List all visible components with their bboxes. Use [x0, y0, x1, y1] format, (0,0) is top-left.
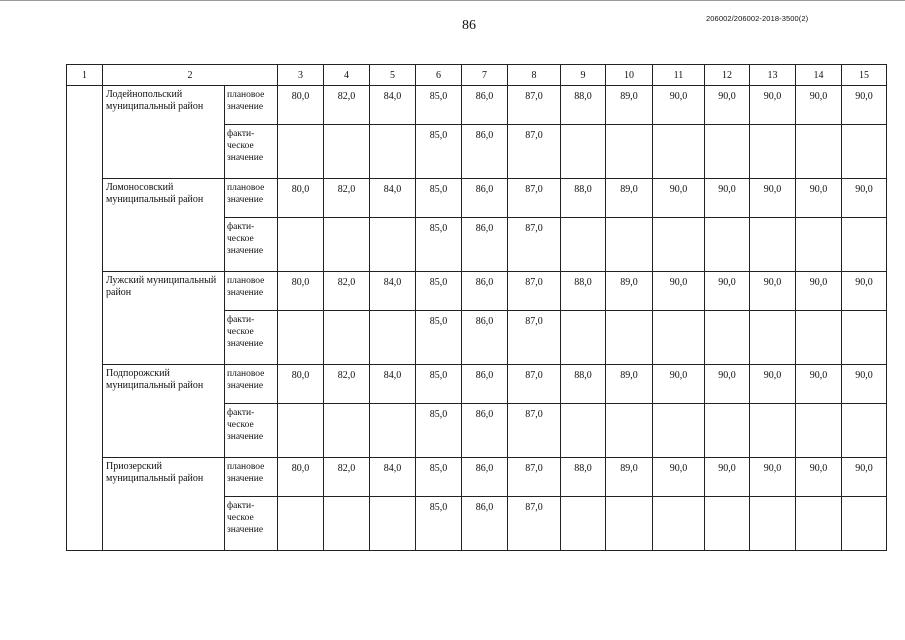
- value-type-label: плановое значение: [225, 179, 278, 218]
- plan-value-cell: 80,0: [278, 458, 324, 497]
- value-type-label: плановое значение: [225, 86, 278, 125]
- column-header: 13: [750, 65, 796, 86]
- fact-value-cell: [750, 404, 796, 458]
- table-row-plan: [67, 272, 887, 311]
- fact-value-cell: [324, 404, 370, 458]
- plan-value-cell: 90,0: [653, 365, 705, 404]
- plan-value-cell: 90,0: [705, 179, 750, 218]
- fact-value-cell: [796, 218, 842, 272]
- plan-value-cell: 90,0: [653, 179, 705, 218]
- fact-value-cell: [561, 497, 606, 551]
- fact-value-cell: 85,0: [416, 404, 462, 458]
- value-type-label: плановое значение: [225, 272, 278, 311]
- fact-value-cell: [561, 404, 606, 458]
- plan-value-cell: 90,0: [750, 365, 796, 404]
- plan-value-cell: 87,0: [508, 179, 561, 218]
- plan-value-cell: 84,0: [370, 86, 416, 125]
- fact-value-cell: [324, 497, 370, 551]
- fact-value-cell: [653, 218, 705, 272]
- plan-value-cell: 90,0: [653, 86, 705, 125]
- fact-value-cell: [750, 218, 796, 272]
- plan-value-cell: 87,0: [508, 458, 561, 497]
- plan-value-cell: 80,0: [278, 365, 324, 404]
- column-header: 4: [324, 65, 370, 86]
- fact-value-cell: [278, 218, 324, 272]
- plan-value-cell: 90,0: [796, 86, 842, 125]
- fact-value-cell: 86,0: [462, 311, 508, 365]
- district-name: Подпорожский муниципальный район: [103, 365, 225, 458]
- plan-value-cell: 89,0: [606, 86, 653, 125]
- fact-value-cell: [370, 218, 416, 272]
- plan-value-cell: 90,0: [705, 458, 750, 497]
- plan-value-cell: 86,0: [462, 272, 508, 311]
- district-name: Ломоносовский муниципальный район: [103, 179, 225, 272]
- plan-value-cell: 89,0: [606, 179, 653, 218]
- fact-value-cell: [324, 311, 370, 365]
- fact-value-cell: [796, 404, 842, 458]
- fact-value-cell: 85,0: [416, 125, 462, 179]
- fact-value-cell: 85,0: [416, 497, 462, 551]
- fact-value-cell: [842, 311, 887, 365]
- plan-value-cell: 90,0: [842, 365, 887, 404]
- plan-value-cell: 82,0: [324, 272, 370, 311]
- fact-value-cell: [842, 218, 887, 272]
- fact-value-cell: [606, 218, 653, 272]
- plan-value-cell: 85,0: [416, 179, 462, 218]
- plan-value-cell: 84,0: [370, 179, 416, 218]
- fact-value-cell: 87,0: [508, 497, 561, 551]
- plan-value-cell: 90,0: [653, 272, 705, 311]
- plan-value-cell: 86,0: [462, 365, 508, 404]
- plan-value-cell: 90,0: [842, 179, 887, 218]
- plan-value-cell: 90,0: [842, 272, 887, 311]
- fact-value-cell: [370, 404, 416, 458]
- value-type-label: факти- ческое значение: [225, 218, 278, 272]
- fact-value-cell: [842, 404, 887, 458]
- page-number: 86: [462, 18, 476, 33]
- fact-value-cell: 86,0: [462, 125, 508, 179]
- fact-value-cell: [370, 497, 416, 551]
- fact-value-cell: [796, 497, 842, 551]
- fact-value-cell: 87,0: [508, 218, 561, 272]
- fact-value-cell: [653, 404, 705, 458]
- column-header: 2: [103, 65, 278, 86]
- district-name: Приозерский муниципальный район: [103, 458, 225, 551]
- column-header: 3: [278, 65, 324, 86]
- table-row-plan: [67, 365, 887, 404]
- plan-value-cell: 87,0: [508, 365, 561, 404]
- plan-value-cell: 82,0: [324, 179, 370, 218]
- plan-value-cell: 90,0: [842, 86, 887, 125]
- plan-value-cell: 87,0: [508, 86, 561, 125]
- value-type-label: плановое значение: [225, 458, 278, 497]
- fact-value-cell: 87,0: [508, 404, 561, 458]
- value-type-label: факти- ческое значение: [225, 125, 278, 179]
- plan-value-cell: 90,0: [750, 179, 796, 218]
- plan-value-cell: 90,0: [705, 365, 750, 404]
- plan-value-cell: 90,0: [705, 86, 750, 125]
- fact-value-cell: 85,0: [416, 311, 462, 365]
- fact-value-cell: [561, 125, 606, 179]
- column-header: 11: [653, 65, 705, 86]
- fact-value-cell: [561, 311, 606, 365]
- fact-value-cell: [606, 125, 653, 179]
- value-type-label: факти- ческое значение: [225, 404, 278, 458]
- column-header: 10: [606, 65, 653, 86]
- plan-value-cell: 89,0: [606, 365, 653, 404]
- plan-value-cell: 85,0: [416, 86, 462, 125]
- plan-value-cell: 86,0: [462, 86, 508, 125]
- fact-value-cell: [705, 311, 750, 365]
- fact-value-cell: [705, 404, 750, 458]
- column-number-row: [67, 65, 887, 86]
- fact-value-cell: [796, 311, 842, 365]
- plan-value-cell: 90,0: [796, 365, 842, 404]
- fact-value-cell: [606, 311, 653, 365]
- fact-value-cell: [324, 125, 370, 179]
- column-header: 8: [508, 65, 561, 86]
- plan-value-cell: 88,0: [561, 179, 606, 218]
- column-header: 1: [67, 65, 103, 86]
- fact-value-cell: [278, 404, 324, 458]
- fact-value-cell: [750, 125, 796, 179]
- fact-value-cell: [842, 497, 887, 551]
- fact-value-cell: 87,0: [508, 125, 561, 179]
- plan-value-cell: 82,0: [324, 86, 370, 125]
- fact-value-cell: [653, 311, 705, 365]
- plan-value-cell: 89,0: [606, 272, 653, 311]
- fact-value-cell: [561, 218, 606, 272]
- plan-value-cell: 90,0: [796, 179, 842, 218]
- fact-value-cell: 87,0: [508, 311, 561, 365]
- fact-value-cell: 86,0: [462, 404, 508, 458]
- district-name: Лодейнопольский муниципальный район: [103, 86, 225, 179]
- plan-value-cell: 89,0: [606, 458, 653, 497]
- value-type-label: факти- ческое значение: [225, 311, 278, 365]
- fact-value-cell: [796, 125, 842, 179]
- fact-value-cell: [705, 497, 750, 551]
- plan-value-cell: 84,0: [370, 272, 416, 311]
- plan-value-cell: 80,0: [278, 86, 324, 125]
- plan-value-cell: 90,0: [750, 458, 796, 497]
- fact-value-cell: 85,0: [416, 218, 462, 272]
- fact-value-cell: [324, 218, 370, 272]
- fact-value-cell: [370, 311, 416, 365]
- fact-value-cell: [278, 497, 324, 551]
- plan-value-cell: 87,0: [508, 272, 561, 311]
- plan-value-cell: 82,0: [324, 458, 370, 497]
- fact-value-cell: [750, 497, 796, 551]
- plan-value-cell: 90,0: [796, 272, 842, 311]
- plan-value-cell: 88,0: [561, 365, 606, 404]
- column-header: 9: [561, 65, 606, 86]
- plan-value-cell: 84,0: [370, 365, 416, 404]
- plan-value-cell: 90,0: [750, 272, 796, 311]
- column-header: 12: [705, 65, 750, 86]
- fact-value-cell: [705, 218, 750, 272]
- plan-value-cell: 90,0: [705, 272, 750, 311]
- plan-value-cell: 90,0: [796, 458, 842, 497]
- plan-value-cell: 80,0: [278, 272, 324, 311]
- plan-value-cell: 82,0: [324, 365, 370, 404]
- fact-value-cell: [653, 497, 705, 551]
- fact-value-cell: [750, 311, 796, 365]
- fact-value-cell: [842, 125, 887, 179]
- plan-value-cell: 88,0: [561, 86, 606, 125]
- plan-value-cell: 80,0: [278, 179, 324, 218]
- value-type-label: плановое значение: [225, 365, 278, 404]
- document-code: 206002/206002-2018-3500(2): [706, 14, 809, 23]
- column-header: 15: [842, 65, 887, 86]
- plan-value-cell: 85,0: [416, 458, 462, 497]
- value-type-label: факти- ческое значение: [225, 497, 278, 551]
- plan-value-cell: 90,0: [750, 86, 796, 125]
- indicator-table: [66, 64, 887, 551]
- table-row-plan: [67, 179, 887, 218]
- plan-value-cell: 86,0: [462, 179, 508, 218]
- fact-value-cell: [606, 404, 653, 458]
- fact-value-cell: [653, 125, 705, 179]
- column-header: 5: [370, 65, 416, 86]
- column-header: 6: [416, 65, 462, 86]
- fact-value-cell: [606, 497, 653, 551]
- column-header: 14: [796, 65, 842, 86]
- fact-value-cell: [370, 125, 416, 179]
- plan-value-cell: 85,0: [416, 272, 462, 311]
- plan-value-cell: 85,0: [416, 365, 462, 404]
- plan-value-cell: 90,0: [653, 458, 705, 497]
- plan-value-cell: 88,0: [561, 272, 606, 311]
- fact-value-cell: [278, 311, 324, 365]
- plan-value-cell: 84,0: [370, 458, 416, 497]
- fact-value-cell: [278, 125, 324, 179]
- plan-value-cell: 90,0: [842, 458, 887, 497]
- top-border-line: [0, 0, 905, 1]
- plan-value-cell: 88,0: [561, 458, 606, 497]
- fact-value-cell: 86,0: [462, 218, 508, 272]
- plan-value-cell: 86,0: [462, 458, 508, 497]
- column-header: 7: [462, 65, 508, 86]
- fact-value-cell: [705, 125, 750, 179]
- district-name: Лужский муниципальный район: [103, 272, 225, 365]
- table-row-plan: [67, 458, 887, 497]
- row-number-cell: [67, 86, 103, 551]
- fact-value-cell: 86,0: [462, 497, 508, 551]
- table-row-plan: [67, 86, 887, 125]
